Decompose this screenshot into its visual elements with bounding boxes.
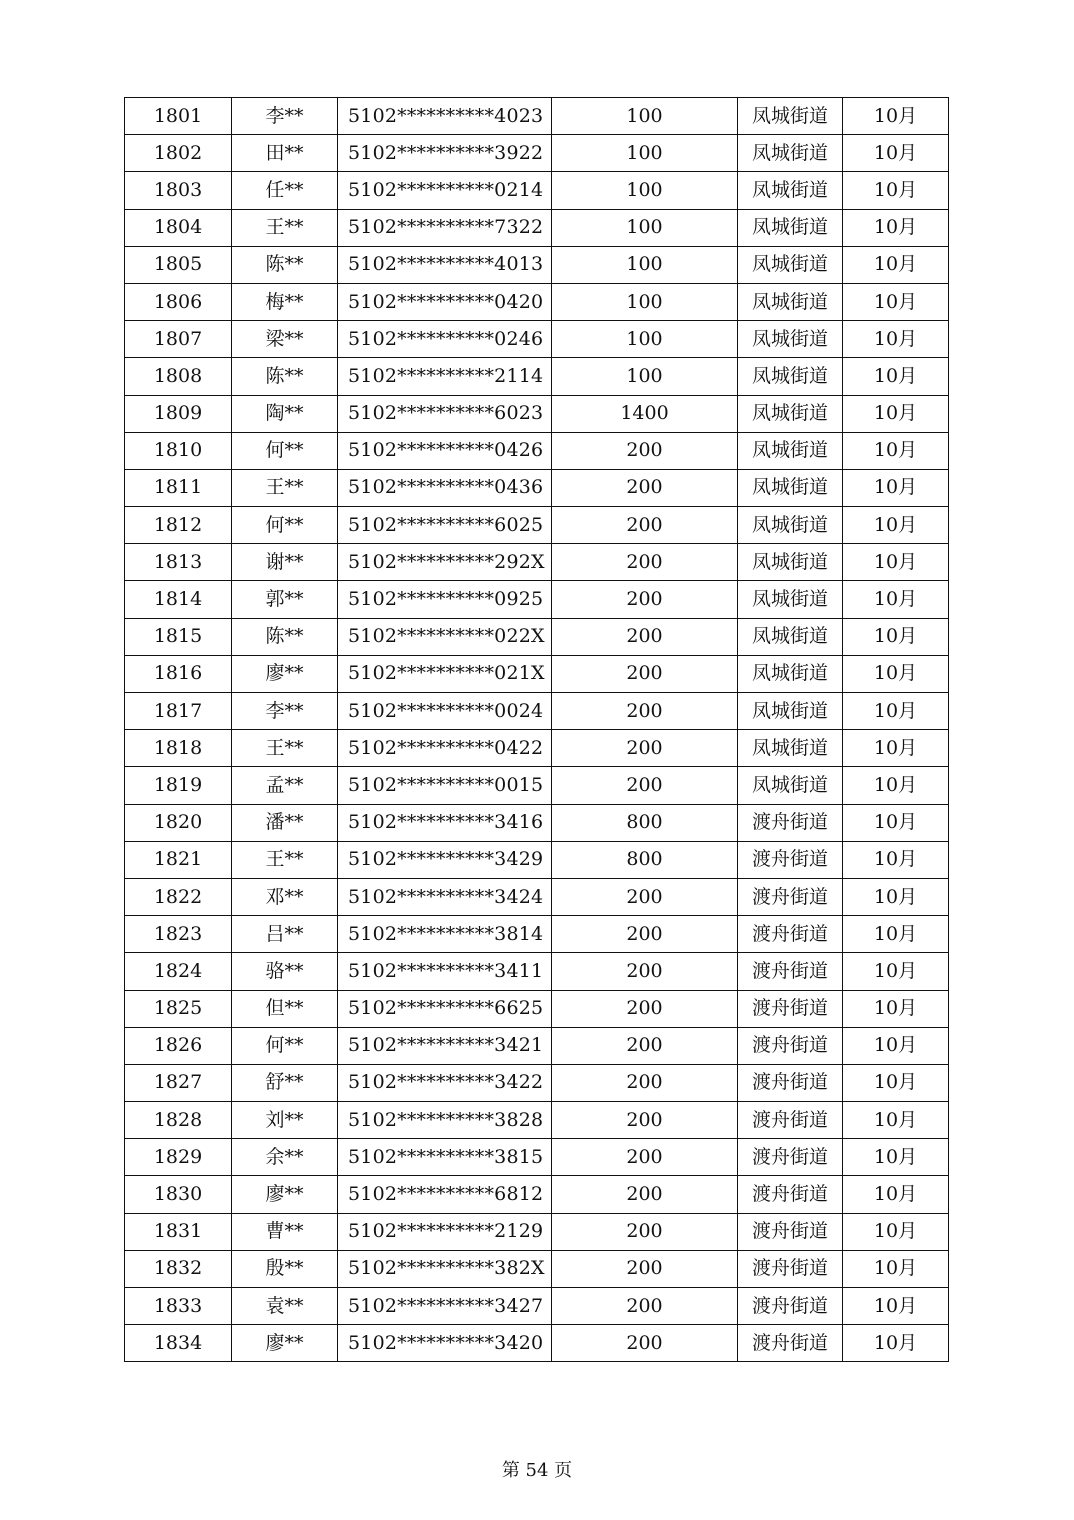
amount-cell: 100 <box>552 172 738 209</box>
street-cell: 渡舟街道 <box>738 878 843 915</box>
table-row <box>125 1102 949 1139</box>
id-number-cell: 5102**********382X <box>338 1250 552 1287</box>
month-cell: 10月 <box>843 544 949 581</box>
street-cell: 渡舟街道 <box>738 1213 843 1250</box>
page-number: 第 54 页 <box>501 1460 573 1481</box>
name-cell: 廖** <box>232 1325 338 1362</box>
id-number-cell: 5102**********3815 <box>338 1139 552 1176</box>
street-cell: 渡舟街道 <box>738 916 843 953</box>
serial-cell: 1814 <box>125 581 232 618</box>
table-row <box>125 544 949 581</box>
month-cell: 10月 <box>843 135 949 172</box>
table-row <box>125 209 949 246</box>
serial-cell: 1829 <box>125 1139 232 1176</box>
street-cell: 凤城街道 <box>738 693 843 730</box>
month-cell: 10月 <box>843 1176 949 1213</box>
id-number-cell: 5102**********3429 <box>338 841 552 878</box>
month-cell: 10月 <box>843 767 949 804</box>
month-cell: 10月 <box>843 172 949 209</box>
serial-cell: 1801 <box>125 98 232 135</box>
amount-cell: 200 <box>552 507 738 544</box>
table-row <box>125 655 949 692</box>
id-number-cell: 5102**********3411 <box>338 953 552 990</box>
street-cell: 凤城街道 <box>738 135 843 172</box>
month-cell: 10月 <box>843 246 949 283</box>
month-cell: 10月 <box>843 1325 949 1362</box>
name-cell: 廖** <box>232 655 338 692</box>
table-row <box>125 432 949 469</box>
id-number-cell: 5102**********0436 <box>338 469 552 506</box>
street-cell: 凤城街道 <box>738 246 843 283</box>
table-row <box>125 358 949 395</box>
amount-cell: 200 <box>552 1027 738 1064</box>
id-number-cell: 5102**********3828 <box>338 1102 552 1139</box>
table-row <box>125 1288 949 1325</box>
street-cell: 渡舟街道 <box>738 1139 843 1176</box>
table-row <box>125 283 949 320</box>
id-number-cell: 5102**********021X <box>338 655 552 692</box>
name-cell: 袁** <box>232 1288 338 1325</box>
month-cell: 10月 <box>843 1027 949 1064</box>
table-row <box>125 172 949 209</box>
id-number-cell: 5102**********292X <box>338 544 552 581</box>
table-row <box>125 990 949 1027</box>
id-number-cell: 5102**********3427 <box>338 1288 552 1325</box>
table-row <box>125 469 949 506</box>
name-cell: 何** <box>232 507 338 544</box>
id-number-cell: 5102**********3421 <box>338 1027 552 1064</box>
name-cell: 何** <box>232 1027 338 1064</box>
serial-cell: 1819 <box>125 767 232 804</box>
table-row <box>125 1027 949 1064</box>
amount-cell: 200 <box>552 767 738 804</box>
serial-cell: 1808 <box>125 358 232 395</box>
serial-cell: 1815 <box>125 618 232 655</box>
table-row <box>125 507 949 544</box>
amount-cell: 100 <box>552 321 738 358</box>
name-cell: 曹** <box>232 1213 338 1250</box>
name-cell: 田** <box>232 135 338 172</box>
table-row <box>125 730 949 767</box>
amount-cell: 100 <box>552 135 738 172</box>
amount-cell: 200 <box>552 1325 738 1362</box>
amount-cell: 200 <box>552 1102 738 1139</box>
name-cell: 吕** <box>232 916 338 953</box>
table-row <box>125 1139 949 1176</box>
month-cell: 10月 <box>843 730 949 767</box>
data-table <box>124 97 949 1362</box>
table-row <box>125 916 949 953</box>
table-row <box>125 1176 949 1213</box>
id-number-cell: 5102**********022X <box>338 618 552 655</box>
month-cell: 10月 <box>843 1064 949 1101</box>
street-cell: 渡舟街道 <box>738 1176 843 1213</box>
street-cell: 渡舟街道 <box>738 1027 843 1064</box>
month-cell: 10月 <box>843 878 949 915</box>
serial-cell: 1833 <box>125 1288 232 1325</box>
month-cell: 10月 <box>843 581 949 618</box>
id-number-cell: 5102**********3420 <box>338 1325 552 1362</box>
serial-cell: 1817 <box>125 693 232 730</box>
street-cell: 凤城街道 <box>738 172 843 209</box>
table-row <box>125 321 949 358</box>
table-body <box>125 98 949 1362</box>
id-number-cell: 5102**********2129 <box>338 1213 552 1250</box>
name-cell: 陈** <box>232 246 338 283</box>
table-row <box>125 98 949 135</box>
table-row <box>125 804 949 841</box>
id-number-cell: 5102**********4023 <box>338 98 552 135</box>
table-row <box>125 693 949 730</box>
month-cell: 10月 <box>843 693 949 730</box>
serial-cell: 1812 <box>125 507 232 544</box>
amount-cell: 200 <box>552 1250 738 1287</box>
id-number-cell: 5102**********0015 <box>338 767 552 804</box>
month-cell: 10月 <box>843 358 949 395</box>
amount-cell: 200 <box>552 1213 738 1250</box>
month-cell: 10月 <box>843 209 949 246</box>
id-number-cell: 5102**********6025 <box>338 507 552 544</box>
name-cell: 李** <box>232 693 338 730</box>
name-cell: 但** <box>232 990 338 1027</box>
serial-cell: 1824 <box>125 953 232 990</box>
month-cell: 10月 <box>843 1250 949 1287</box>
table-row <box>125 1064 949 1101</box>
name-cell: 王** <box>232 730 338 767</box>
street-cell: 凤城街道 <box>738 618 843 655</box>
name-cell: 刘** <box>232 1102 338 1139</box>
serial-cell: 1809 <box>125 395 232 432</box>
serial-cell: 1813 <box>125 544 232 581</box>
amount-cell: 200 <box>552 953 738 990</box>
serial-cell: 1830 <box>125 1176 232 1213</box>
name-cell: 任** <box>232 172 338 209</box>
month-cell: 10月 <box>843 432 949 469</box>
month-cell: 10月 <box>843 953 949 990</box>
amount-cell: 200 <box>552 432 738 469</box>
amount-cell: 100 <box>552 98 738 135</box>
name-cell: 潘** <box>232 804 338 841</box>
id-number-cell: 5102**********3422 <box>338 1064 552 1101</box>
id-number-cell: 5102**********2114 <box>338 358 552 395</box>
street-cell: 渡舟街道 <box>738 953 843 990</box>
table-row <box>125 767 949 804</box>
street-cell: 渡舟街道 <box>738 841 843 878</box>
id-number-cell: 5102**********3922 <box>338 135 552 172</box>
serial-cell: 1820 <box>125 804 232 841</box>
street-cell: 凤城街道 <box>738 98 843 135</box>
amount-cell: 100 <box>552 358 738 395</box>
street-cell: 渡舟街道 <box>738 1325 843 1362</box>
amount-cell: 200 <box>552 1288 738 1325</box>
serial-cell: 1828 <box>125 1102 232 1139</box>
name-cell: 余** <box>232 1139 338 1176</box>
amount-cell: 200 <box>552 878 738 915</box>
serial-cell: 1816 <box>125 655 232 692</box>
street-cell: 渡舟街道 <box>738 1250 843 1287</box>
serial-cell: 1803 <box>125 172 232 209</box>
month-cell: 10月 <box>843 1102 949 1139</box>
table-row <box>125 395 949 432</box>
name-cell: 孟** <box>232 767 338 804</box>
month-cell: 10月 <box>843 283 949 320</box>
amount-cell: 200 <box>552 1139 738 1176</box>
table-row <box>125 878 949 915</box>
serial-cell: 1832 <box>125 1250 232 1287</box>
amount-cell: 800 <box>552 841 738 878</box>
serial-cell: 1825 <box>125 990 232 1027</box>
name-cell: 王** <box>232 209 338 246</box>
amount-cell: 200 <box>552 1064 738 1101</box>
street-cell: 凤城街道 <box>738 767 843 804</box>
street-cell: 凤城街道 <box>738 283 843 320</box>
street-cell: 渡舟街道 <box>738 804 843 841</box>
id-number-cell: 5102**********0214 <box>338 172 552 209</box>
amount-cell: 200 <box>552 469 738 506</box>
serial-cell: 1821 <box>125 841 232 878</box>
name-cell: 骆** <box>232 953 338 990</box>
amount-cell: 800 <box>552 804 738 841</box>
street-cell: 凤城街道 <box>738 321 843 358</box>
street-cell: 凤城街道 <box>738 209 843 246</box>
month-cell: 10月 <box>843 841 949 878</box>
id-number-cell: 5102**********6625 <box>338 990 552 1027</box>
amount-cell: 100 <box>552 283 738 320</box>
name-cell: 舒** <box>232 1064 338 1101</box>
serial-cell: 1806 <box>125 283 232 320</box>
name-cell: 陈** <box>232 618 338 655</box>
serial-cell: 1802 <box>125 135 232 172</box>
id-number-cell: 5102**********0024 <box>338 693 552 730</box>
name-cell: 谢** <box>232 544 338 581</box>
table-row <box>125 246 949 283</box>
amount-cell: 200 <box>552 581 738 618</box>
month-cell: 10月 <box>843 507 949 544</box>
street-cell: 渡舟街道 <box>738 990 843 1027</box>
street-cell: 渡舟街道 <box>738 1064 843 1101</box>
serial-cell: 1834 <box>125 1325 232 1362</box>
month-cell: 10月 <box>843 804 949 841</box>
month-cell: 10月 <box>843 98 949 135</box>
serial-cell: 1826 <box>125 1027 232 1064</box>
name-cell: 梅** <box>232 283 338 320</box>
month-cell: 10月 <box>843 469 949 506</box>
amount-cell: 200 <box>552 655 738 692</box>
serial-cell: 1822 <box>125 878 232 915</box>
street-cell: 渡舟街道 <box>738 1288 843 1325</box>
amount-cell: 200 <box>552 693 738 730</box>
amount-cell: 1400 <box>552 395 738 432</box>
name-cell: 邓** <box>232 878 338 915</box>
amount-cell: 200 <box>552 916 738 953</box>
amount-cell: 100 <box>552 246 738 283</box>
id-number-cell: 5102**********3416 <box>338 804 552 841</box>
serial-cell: 1811 <box>125 469 232 506</box>
name-cell: 廖** <box>232 1176 338 1213</box>
name-cell: 李** <box>232 98 338 135</box>
amount-cell: 200 <box>552 1176 738 1213</box>
street-cell: 凤城街道 <box>738 730 843 767</box>
month-cell: 10月 <box>843 321 949 358</box>
street-cell: 凤城街道 <box>738 581 843 618</box>
id-number-cell: 5102**********3814 <box>338 916 552 953</box>
amount-cell: 200 <box>552 618 738 655</box>
month-cell: 10月 <box>843 990 949 1027</box>
serial-cell: 1823 <box>125 916 232 953</box>
id-number-cell: 5102**********0426 <box>338 432 552 469</box>
id-number-cell: 5102**********0246 <box>338 321 552 358</box>
id-number-cell: 5102**********7322 <box>338 209 552 246</box>
table-row <box>125 618 949 655</box>
month-cell: 10月 <box>843 655 949 692</box>
id-number-cell: 5102**********0925 <box>338 581 552 618</box>
table-row <box>125 841 949 878</box>
street-cell: 凤城街道 <box>738 432 843 469</box>
amount-cell: 200 <box>552 990 738 1027</box>
name-cell: 梁** <box>232 321 338 358</box>
street-cell: 凤城街道 <box>738 507 843 544</box>
name-cell: 王** <box>232 469 338 506</box>
table-row <box>125 1213 949 1250</box>
table-row <box>125 1325 949 1362</box>
amount-cell: 100 <box>552 209 738 246</box>
id-number-cell: 5102**********4013 <box>338 246 552 283</box>
street-cell: 凤城街道 <box>738 395 843 432</box>
month-cell: 10月 <box>843 395 949 432</box>
table-row <box>125 581 949 618</box>
name-cell: 殷** <box>232 1250 338 1287</box>
month-cell: 10月 <box>843 1288 949 1325</box>
name-cell: 陈** <box>232 358 338 395</box>
month-cell: 10月 <box>843 618 949 655</box>
serial-cell: 1827 <box>125 1064 232 1101</box>
amount-cell: 200 <box>552 730 738 767</box>
street-cell: 渡舟街道 <box>738 1102 843 1139</box>
table-row <box>125 1250 949 1287</box>
name-cell: 王** <box>232 841 338 878</box>
street-cell: 凤城街道 <box>738 655 843 692</box>
name-cell: 陶** <box>232 395 338 432</box>
name-cell: 郭** <box>232 581 338 618</box>
id-number-cell: 5102**********0420 <box>338 283 552 320</box>
id-number-cell: 5102**********6812 <box>338 1176 552 1213</box>
table-row <box>125 953 949 990</box>
month-cell: 10月 <box>843 1139 949 1176</box>
serial-cell: 1805 <box>125 246 232 283</box>
street-cell: 凤城街道 <box>738 358 843 395</box>
serial-cell: 1804 <box>125 209 232 246</box>
id-number-cell: 5102**********3424 <box>338 878 552 915</box>
id-number-cell: 5102**********6023 <box>338 395 552 432</box>
serial-cell: 1831 <box>125 1213 232 1250</box>
table-row <box>125 135 949 172</box>
serial-cell: 1807 <box>125 321 232 358</box>
serial-cell: 1810 <box>125 432 232 469</box>
street-cell: 凤城街道 <box>738 544 843 581</box>
amount-cell: 200 <box>552 544 738 581</box>
name-cell: 何** <box>232 432 338 469</box>
month-cell: 10月 <box>843 1213 949 1250</box>
month-cell: 10月 <box>843 916 949 953</box>
serial-cell: 1818 <box>125 730 232 767</box>
id-number-cell: 5102**********0422 <box>338 730 552 767</box>
street-cell: 凤城街道 <box>738 469 843 506</box>
